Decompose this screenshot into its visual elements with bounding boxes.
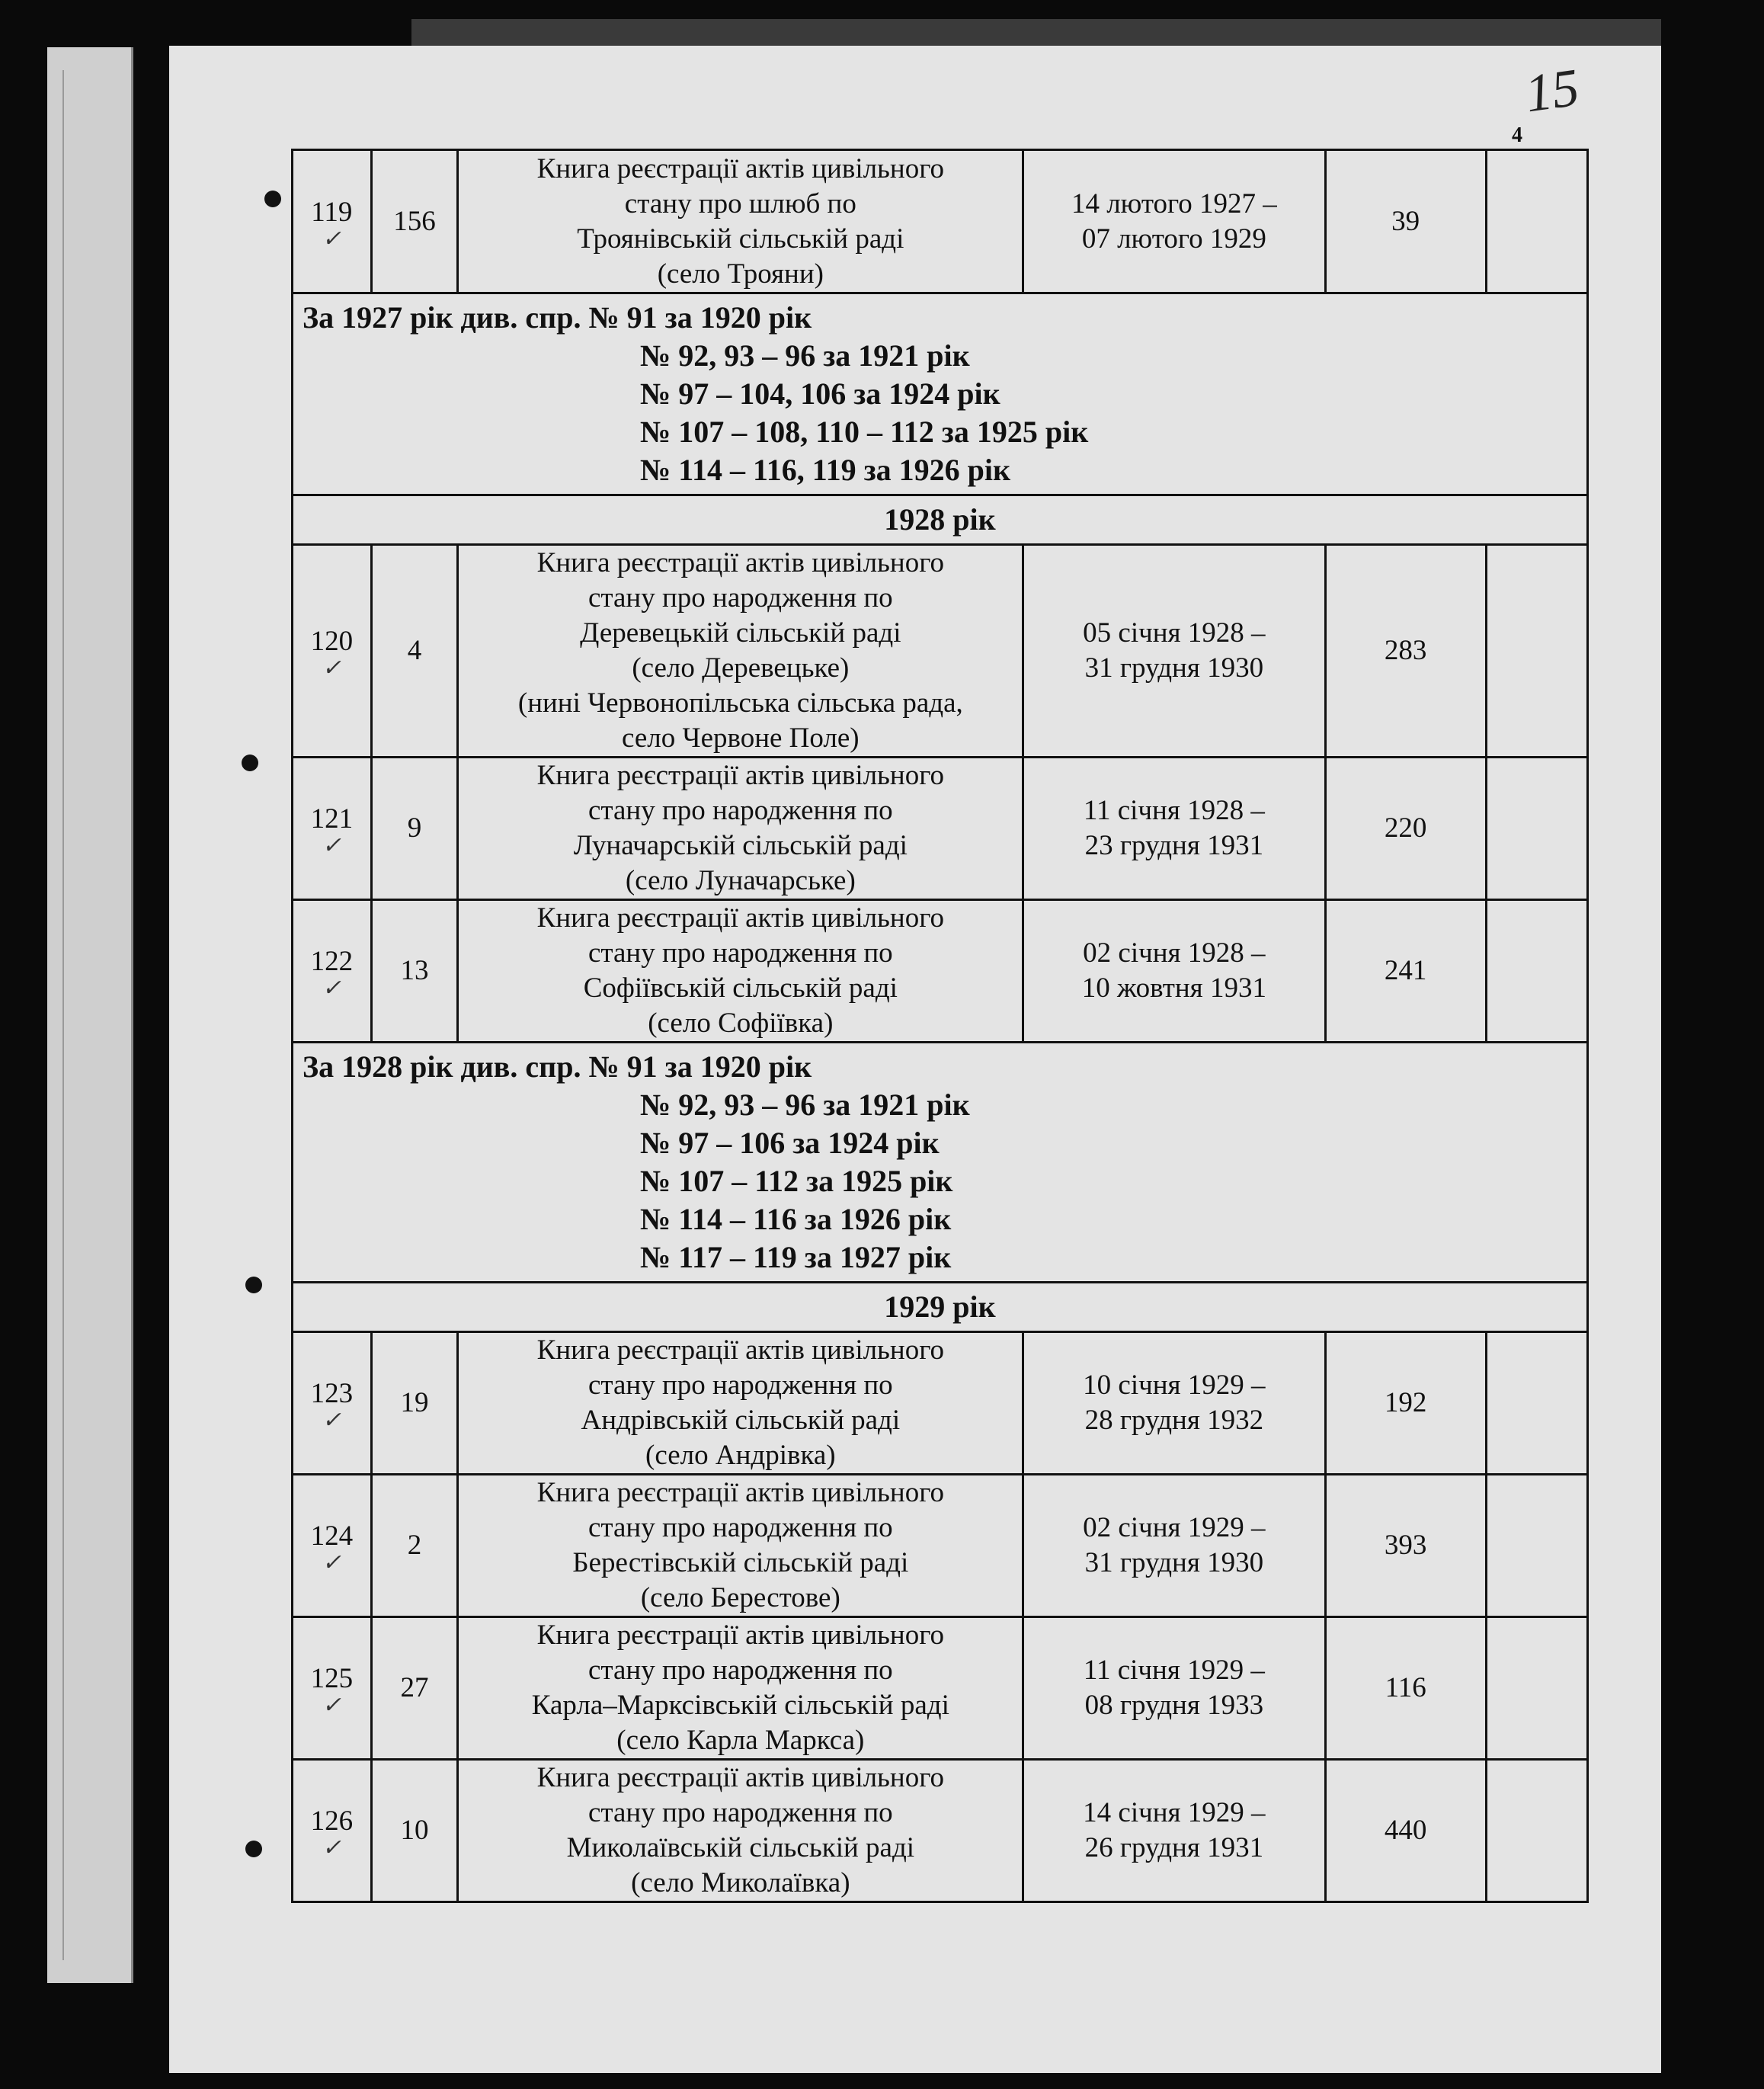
- underlying-sheet: [47, 47, 133, 1983]
- year-heading-1928: 1928 рік: [293, 495, 1588, 545]
- title-line: стану про народження по: [587, 1655, 893, 1686]
- title-line: Берестівській сільській раді: [572, 1547, 909, 1578]
- dates-cell: [1023, 758, 1325, 900]
- page-count: 393: [1325, 1475, 1486, 1617]
- date-start: 02 січня 1929 –: [1083, 1512, 1266, 1543]
- title-line: (село Деревецьке): [632, 652, 850, 684]
- date-end: 08 грудня 1933: [1084, 1690, 1264, 1721]
- title-line: стану про народження по: [587, 1797, 893, 1828]
- reference-line: № 92, 93 – 96 за 1921 рік: [640, 1088, 970, 1122]
- table-row: [293, 1475, 1588, 1617]
- reference-line: № 97 – 106 за 1924 рік: [640, 1126, 940, 1160]
- title-line: Книга реєстрації актів цивільного: [536, 1334, 944, 1366]
- row-number: 122: [310, 946, 354, 977]
- checkmark-icon: ✓: [322, 1693, 341, 1718]
- title-line: стану про народження по: [587, 582, 893, 614]
- punch-hole: [242, 755, 258, 771]
- punch-hole: [245, 1277, 262, 1293]
- table-row: [293, 545, 1588, 758]
- note-cell: [1486, 1332, 1587, 1475]
- checkmark-icon: ✓: [322, 976, 341, 1001]
- title-line: стану про шлюб по: [624, 187, 856, 219]
- note-cell: [1486, 1617, 1587, 1760]
- note-cell: [1486, 900, 1587, 1043]
- title-line: Книга реєстрації актів цивільного: [536, 902, 944, 934]
- title-cell: [458, 758, 1023, 900]
- title-line: стану про народження по: [587, 1370, 893, 1401]
- row-number-cell: [293, 1617, 372, 1760]
- page-count: 116: [1325, 1617, 1486, 1760]
- year-header-row: [293, 1283, 1588, 1332]
- title-line: Книга реєстрації актів цивільного: [536, 1477, 944, 1508]
- reference-line: № 92, 93 – 96 за 1921 рік: [640, 338, 970, 373]
- year-heading-1929: 1929 рік: [293, 1283, 1588, 1332]
- case-number: 10: [371, 1760, 458, 1902]
- title-line: стану про народження по: [587, 1512, 893, 1543]
- page-count: 241: [1325, 900, 1486, 1043]
- row-number: 125: [310, 1663, 354, 1694]
- punch-hole: [245, 1841, 262, 1857]
- title-line: Троянівській сільській раді: [577, 223, 904, 255]
- title-line: Книга реєстрації актів цивільного: [536, 760, 944, 791]
- handwritten-folio-number: 15: [1521, 58, 1583, 124]
- note-cell: [1486, 758, 1587, 900]
- row-number-cell: [293, 150, 372, 293]
- title-line: Софіївській сільській раді: [583, 972, 898, 1004]
- title-line: (село Андрівка): [645, 1440, 836, 1471]
- title-line: (село Карла Маркса): [616, 1725, 865, 1756]
- row-number: 126: [310, 1805, 354, 1837]
- reference-heading: За 1928 рік див. спр. № 91 за 1920 рік: [303, 1049, 812, 1084]
- title-line: (село Трояни): [657, 258, 824, 290]
- title-cell: [458, 150, 1023, 293]
- table-row: [293, 758, 1588, 900]
- year-header-row: [293, 495, 1588, 545]
- note-cell: [1486, 1760, 1587, 1902]
- reference-line: № 114 – 116, 119 за 1926 рік: [640, 453, 1011, 487]
- row-number: 121: [310, 803, 354, 835]
- row-number-cell: [293, 1475, 372, 1617]
- date-start: 14 січня 1929 –: [1083, 1797, 1266, 1828]
- case-number: 13: [371, 900, 458, 1043]
- checkmark-icon: ✓: [322, 1550, 341, 1575]
- title-line: (село Софіївка): [648, 1008, 834, 1039]
- punch-hole: [264, 191, 281, 207]
- cross-reference-1928: [293, 1043, 1588, 1283]
- page-count: 220: [1325, 758, 1486, 900]
- table-row: [293, 1760, 1588, 1902]
- title-cell: [458, 1475, 1023, 1617]
- note-cell: [1486, 150, 1587, 293]
- title-line: Карла–Марксівській сільській раді: [531, 1690, 949, 1721]
- reference-line: № 114 – 116 за 1926 рік: [640, 1202, 952, 1236]
- register-table: [291, 149, 1589, 1903]
- title-line: (село Берестове): [640, 1582, 840, 1613]
- note-cell: [1486, 1475, 1587, 1617]
- title-line: стану про народження по: [587, 937, 893, 969]
- table-row: [293, 1332, 1588, 1475]
- case-number: 9: [371, 758, 458, 900]
- title-line: Книга реєстрації актів цивільного: [536, 1762, 944, 1793]
- title-line: (село Луначарське): [625, 865, 856, 896]
- date-start: 14 лютого 1927 –: [1071, 187, 1277, 219]
- title-cell: [458, 1760, 1023, 1902]
- case-number: 4: [371, 545, 458, 758]
- case-number: 156: [371, 150, 458, 293]
- archive-page: [169, 46, 1661, 2073]
- date-end: 23 грудня 1931: [1084, 830, 1264, 861]
- dates-cell: [1023, 900, 1325, 1043]
- date-end: 28 грудня 1932: [1084, 1405, 1264, 1436]
- dates-cell: [1023, 545, 1325, 758]
- table-row: [293, 150, 1588, 293]
- row-number-cell: [293, 545, 372, 758]
- cross-reference-1927: [293, 293, 1588, 495]
- case-number: 27: [371, 1617, 458, 1760]
- date-start: 11 січня 1928 –: [1083, 795, 1265, 826]
- title-line: село Червоне Поле): [622, 722, 860, 754]
- title-cell: [458, 1332, 1023, 1475]
- title-line: Деревецькій сільській раді: [580, 617, 901, 649]
- title-cell: [458, 545, 1023, 758]
- reference-heading: За 1927 рік див. спр. № 91 за 1920 рік: [303, 300, 812, 335]
- row-number-cell: [293, 1760, 372, 1902]
- dates-cell: [1023, 1617, 1325, 1760]
- checkmark-icon: ✓: [322, 833, 341, 858]
- dates-cell: [1023, 1760, 1325, 1902]
- title-line: Андрівській сільській раді: [581, 1405, 901, 1436]
- table-row: [293, 900, 1588, 1043]
- title-cell: [458, 1617, 1023, 1760]
- row-number-cell: [293, 1332, 372, 1475]
- dates-cell: [1023, 1475, 1325, 1617]
- title-line: Луначарській сільській раді: [573, 830, 908, 861]
- dates-cell: [1023, 150, 1325, 293]
- reference-line: № 107 – 108, 110 – 112 за 1925 рік: [640, 415, 1089, 449]
- checkmark-icon: ✓: [322, 1408, 341, 1433]
- date-start: 02 січня 1928 –: [1083, 937, 1266, 969]
- row-number: 119: [311, 196, 353, 228]
- title-line: стану про народження по: [587, 795, 893, 826]
- date-start: 10 січня 1929 –: [1083, 1370, 1266, 1401]
- date-end: 31 грудня 1930: [1084, 652, 1264, 684]
- checkmark-icon: ✓: [322, 226, 341, 252]
- reference-line: № 107 – 112 за 1925 рік: [640, 1164, 953, 1198]
- cross-reference-row: [293, 293, 1588, 495]
- title-line: (село Миколаївка): [631, 1867, 850, 1898]
- page-count: 283: [1325, 545, 1486, 758]
- checkmark-icon: ✓: [322, 1835, 341, 1860]
- title-line: (нині Червонопільська сільська рада,: [517, 687, 963, 719]
- title-line: Книга реєстрації актів цивільного: [536, 547, 944, 578]
- note-cell: [1486, 545, 1587, 758]
- page-count: 192: [1325, 1332, 1486, 1475]
- case-number: 2: [371, 1475, 458, 1617]
- date-end: 07 лютого 1929: [1081, 223, 1266, 255]
- row-number: 123: [310, 1378, 354, 1409]
- title-line: Книга реєстрації актів цивільного: [536, 1620, 944, 1651]
- title-cell: [458, 900, 1023, 1043]
- page-count: 440: [1325, 1760, 1486, 1902]
- case-number: 19: [371, 1332, 458, 1475]
- date-start: 05 січня 1928 –: [1083, 617, 1266, 649]
- printed-page-number: 4: [1512, 123, 1522, 147]
- dates-cell: [1023, 1332, 1325, 1475]
- cross-reference-row: [293, 1043, 1588, 1283]
- reference-line: № 117 – 119 за 1927 рік: [640, 1240, 952, 1274]
- title-line: Книга реєстрації актів цивільного: [536, 152, 944, 184]
- date-end: 26 грудня 1931: [1084, 1832, 1264, 1863]
- date-end: 10 жовтня 1931: [1081, 972, 1266, 1004]
- title-line: Миколаївській сільській раді: [566, 1832, 915, 1863]
- reference-line: № 97 – 104, 106 за 1924 рік: [640, 376, 1000, 411]
- row-number: 124: [310, 1520, 354, 1552]
- date-end: 31 грудня 1930: [1084, 1547, 1264, 1578]
- page-count: 39: [1325, 150, 1486, 293]
- row-number-cell: [293, 758, 372, 900]
- row-number-cell: [293, 900, 372, 1043]
- row-number: 120: [310, 626, 354, 657]
- checkmark-icon: ✓: [322, 655, 341, 681]
- table-row: [293, 1617, 1588, 1760]
- date-start: 11 січня 1929 –: [1083, 1655, 1265, 1686]
